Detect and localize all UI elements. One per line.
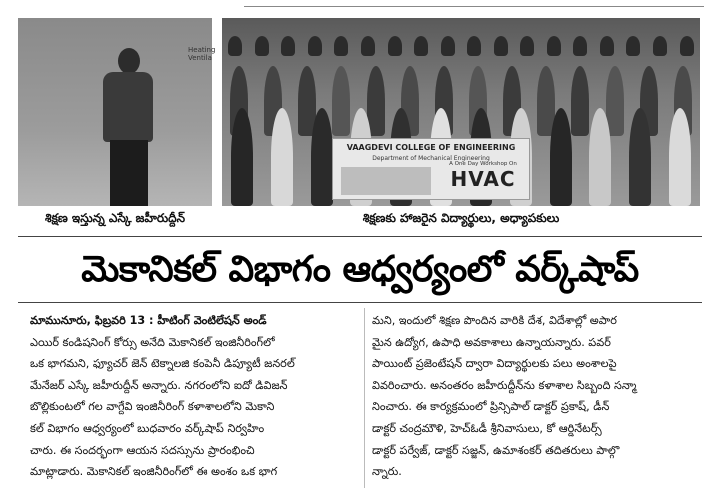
banner-workshop-line: A One Day Workshop On — [449, 161, 517, 167]
workshop-banner — [332, 138, 530, 200]
headline-top-rule — [18, 236, 702, 237]
article-line: మని, ఇందులో శిక్షణ పొందిన వారికి దేశ, విదేశాల్లో అపార — [372, 314, 617, 327]
article-headline: మెకానికల్ విభాగం ఆధ్వర్యంలో వర్క్‌షాప్ — [81, 249, 639, 290]
article-line: డాక్టర్ చంద్రమౌళి, హెచ్‌ఓడీ శ్రీనివాసులు, కో ఆర్డినేటర్స్ — [372, 421, 602, 435]
slide-text: Heating Ventila — [188, 46, 216, 62]
article-column-right — [372, 310, 700, 490]
column-divider — [364, 308, 365, 488]
crowd-back-row — [222, 36, 700, 56]
article-line: పాయింట్ ప్రజెంటేషన్ ద్వారా విద్యార్థులకు పలు అంశాలపై — [372, 357, 617, 371]
article-line: న్నారు. — [372, 465, 402, 479]
article-line: డాక్టర్ పర్వేజ్, డాక్టర్ సజ్జన్, ఉమాశంకర్ తదితరులు పాల్గొ — [372, 443, 620, 457]
article-line: బొల్లికుంటలో గల వాగ్దేవి ఇంజినీరింగ్ కళాశాలలోని మెకాని — [30, 400, 275, 414]
top-border — [0, 0, 720, 8]
banner-department: Department of Mechanical Engineering — [372, 155, 490, 162]
group-photo-caption: శిక్షణకు హాజరైన విద్యార్థులు, అధ్యాపకులు — [362, 211, 560, 225]
group-photo — [222, 18, 700, 206]
article-line: ఒక భాగమని, ఫ్యూచర్ జెన్ టెక్నాలజి కంపెనీ డిప్యూటీ జనరల్ — [30, 357, 295, 371]
speaker-photo — [18, 18, 216, 206]
speaker-head — [118, 48, 140, 74]
speaker-body — [103, 72, 153, 142]
article-column-left — [30, 310, 358, 490]
speaker-legs — [110, 140, 148, 206]
article-line: మాట్లాడారు. మెకానికల్ ఇంజినీరింగ్‌లో ఈ అంశం ఒక భాగ — [30, 465, 278, 479]
article-line: నించారు. ఈ కార్యక్రమంలో ప్రిన్సిపాల్ డాక్టర్ ప్రకాష్, డీన్ — [372, 400, 610, 414]
speaker-photo-caption: శిక్షణ ఇస్తున్న ఎస్కే జహీరుద్దీన్ — [44, 211, 186, 225]
banner-hvac-title: HVAC — [450, 167, 516, 191]
article-line: ఎయిర్ కండిషనింగ్ కోర్సు అనేది మెకానికల్ ఇంజినీరింగ్‌లో — [30, 335, 275, 349]
article-line: మైన ఉద్యోగ, ఉపాధి అవకాశాలు ఉన్నాయన్నారు. పవర్ — [372, 335, 611, 349]
headline-bottom-rule — [18, 302, 702, 303]
article-line: మామునూరు, ఫిబ్రవరి 13 : హీటింగ్ వెంటిలేషన్ అండ్ — [30, 314, 267, 327]
article-line: కల్ విభాగం ఆధ్వర్యంలో బుధవారం వర్క్‌షాప్ నిర్వహిం — [30, 421, 265, 435]
banner-college-name: VAAGDEVI COLLEGE OF ENGINEERING — [346, 143, 516, 152]
article-line: వివరించారు. అనంతరం జహీరుద్దీన్‌ను కళాశాల సిబ్బంది సన్మా — [372, 378, 637, 392]
article-line: చారు. ఈ సందర్భంగా ఆయన సదస్సును ప్రారంభించి — [30, 443, 255, 457]
banner-illustration — [341, 167, 431, 195]
article-line: మేనేజర్ ఎస్కే జహీరుద్దీన్ అన్నారు. నగరంలోని ఐదో డివిజన్ — [30, 378, 288, 392]
